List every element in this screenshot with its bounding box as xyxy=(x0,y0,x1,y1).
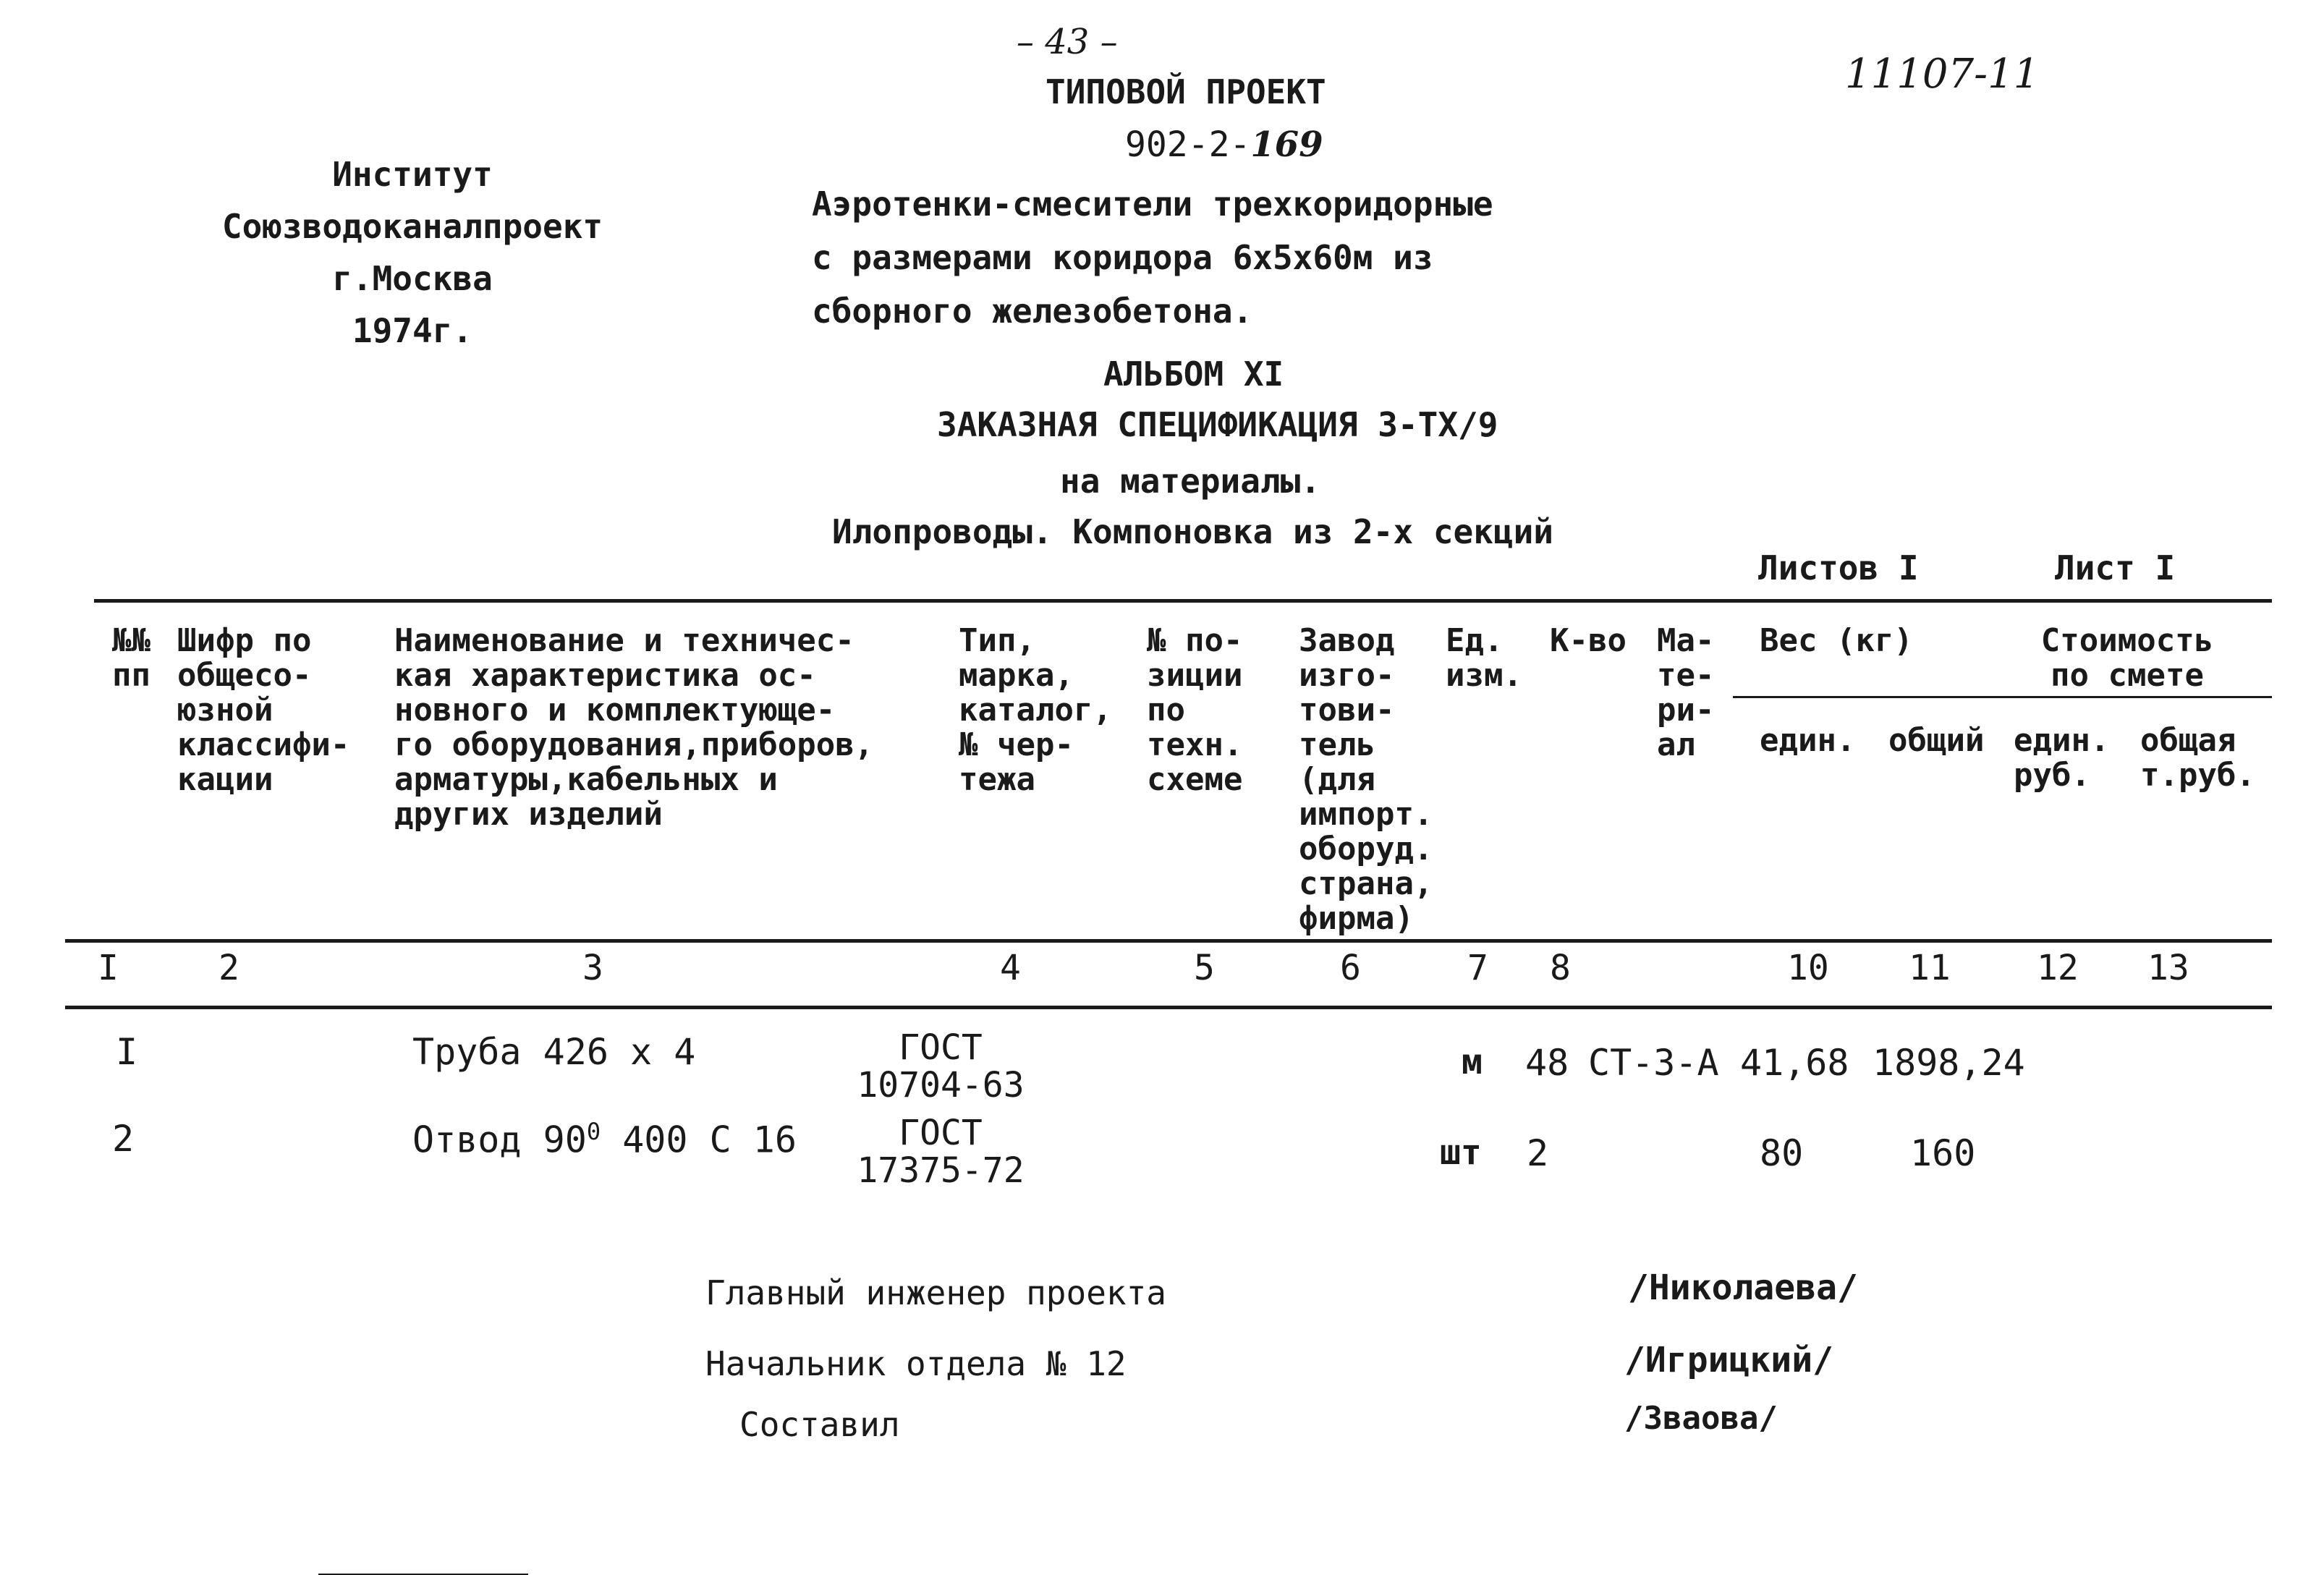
row-number: 2 xyxy=(112,1118,135,1160)
degree-sup: 0 xyxy=(586,1118,601,1145)
header-col-number: №№ пп xyxy=(112,622,150,694)
title-line: Аэротенки-смесители трехкоридорные xyxy=(812,184,1493,224)
item-quantity: 48 xyxy=(1525,1042,1569,1084)
column-number: 2 xyxy=(219,948,239,988)
header-col-name: Наименование и техничес- кая характеристика ос- новного и комплектующе- го оборудования,приборов, арматуры,кабельных и других изделий xyxy=(394,622,874,833)
column-number: 11 xyxy=(1909,948,1951,988)
item-weight-total: 1898,24 xyxy=(1873,1042,2025,1084)
column-number: 7 xyxy=(1467,948,1488,988)
project-title xyxy=(812,177,1493,338)
sheets-total: Листов I xyxy=(1758,548,1919,587)
institute-name: Союзводоканалпроект xyxy=(221,207,603,246)
item-unit: шт xyxy=(1440,1132,1482,1173)
header-col-code: Шифр по общесо- юзной классифи- кации xyxy=(177,622,350,798)
row-number: I xyxy=(116,1031,138,1073)
column-number: 4 xyxy=(1000,948,1021,988)
column-number: 13 xyxy=(2147,948,2189,988)
item-weight-unit: 80 xyxy=(1760,1132,1804,1174)
institute-label: Институт xyxy=(332,155,493,194)
institute-block xyxy=(195,148,629,357)
signature-name: /Зваова/ xyxy=(1624,1400,1778,1437)
weight-cost-divider xyxy=(1733,696,2272,698)
title-line: сборного железобетона. xyxy=(812,292,1253,331)
institute-city: г.Москва xyxy=(332,259,493,298)
numbers-bottom-rule xyxy=(65,1006,2272,1009)
item-weight-unit: 41,68 xyxy=(1740,1042,1849,1084)
header-col-material: Ма- те- ри- ал xyxy=(1657,622,1715,763)
item-name-prefix: Отвод 90 xyxy=(412,1118,587,1161)
header-bottom-rule xyxy=(65,939,2272,943)
institute-year: 1974г. xyxy=(352,311,473,350)
page-number: – 43 – xyxy=(1017,22,1118,62)
signature-name: /Игрицкий/ xyxy=(1624,1340,1833,1380)
column-number: 6 xyxy=(1340,948,1361,988)
signature-role: Начальник отдела № 12 xyxy=(705,1344,1127,1383)
item-standard: ГОСТ 17375-72 xyxy=(857,1113,1025,1191)
header-col-quantity: К-во xyxy=(1550,622,1627,659)
header-col-position: № по- зиции по техн. схеме xyxy=(1147,622,1243,798)
item-material: СТ-3-А xyxy=(1588,1042,1719,1084)
project-number-hand: 169 xyxy=(1250,124,1323,165)
project-number-prefix: 902-2- xyxy=(1125,124,1251,165)
column-number: 5 xyxy=(1194,948,1215,988)
column-number: 12 xyxy=(2037,948,2079,988)
header-cost-group: Стоимость по смете xyxy=(2040,622,2214,694)
spec-title: ЗАКАЗНАЯ СПЕЦИФИКАЦИЯ 3-ТХ/9 xyxy=(937,405,1498,444)
item-standard: ГОСТ 10704-63 xyxy=(857,1027,1025,1105)
header-col-unit: Ед. изм. xyxy=(1446,622,1522,694)
header-weight-unit: един. xyxy=(1760,722,1856,759)
sheet-number: Лист I xyxy=(2055,548,2176,587)
header-col-type: Тип, марка, каталог, № чер- тежа xyxy=(959,622,1112,798)
project-type: ТИПОВОЙ ПРОЕКТ xyxy=(1046,72,1326,111)
signature-role: Главный инженер проекта xyxy=(705,1273,1166,1312)
header-cost-total: общая т.руб. xyxy=(2140,722,2255,794)
column-number: 8 xyxy=(1550,948,1571,988)
spec-subject: Илопроводы. Компоновка из 2-х секций xyxy=(832,512,1553,551)
signature-name: /Николаева/ xyxy=(1628,1268,1858,1308)
item-unit: м xyxy=(1462,1042,1483,1082)
header-col-manufacturer: Завод изго- тови- тель (для импорт. оборуд. страна, фирма) xyxy=(1299,622,1433,937)
item-weight-total: 160 xyxy=(1910,1132,1976,1174)
project-number xyxy=(1125,124,1323,165)
title-line: с размерами коридора 6х5х60м из xyxy=(812,238,1433,277)
header-weight-total: общий xyxy=(1888,722,1985,759)
stamp-number: 11107-11 xyxy=(1845,51,2040,98)
column-number: 3 xyxy=(582,948,603,988)
item-name xyxy=(412,1118,797,1161)
signature-role: Составил xyxy=(739,1405,900,1444)
item-name: Труба 426 х 4 xyxy=(412,1031,696,1073)
column-number: 10 xyxy=(1787,948,1829,988)
album: АЛЬБОМ XI xyxy=(1103,355,1284,394)
item-name-suffix: 400 С 16 xyxy=(601,1118,797,1161)
column-number: I xyxy=(98,948,119,988)
table-top-rule xyxy=(94,599,2272,603)
item-quantity: 2 xyxy=(1527,1132,1549,1174)
header-weight-group: Вес (кг) xyxy=(1760,622,1913,659)
spec-subtitle: на материалы. xyxy=(1060,462,1321,501)
header-cost-unit: един. руб. xyxy=(2014,722,2110,794)
